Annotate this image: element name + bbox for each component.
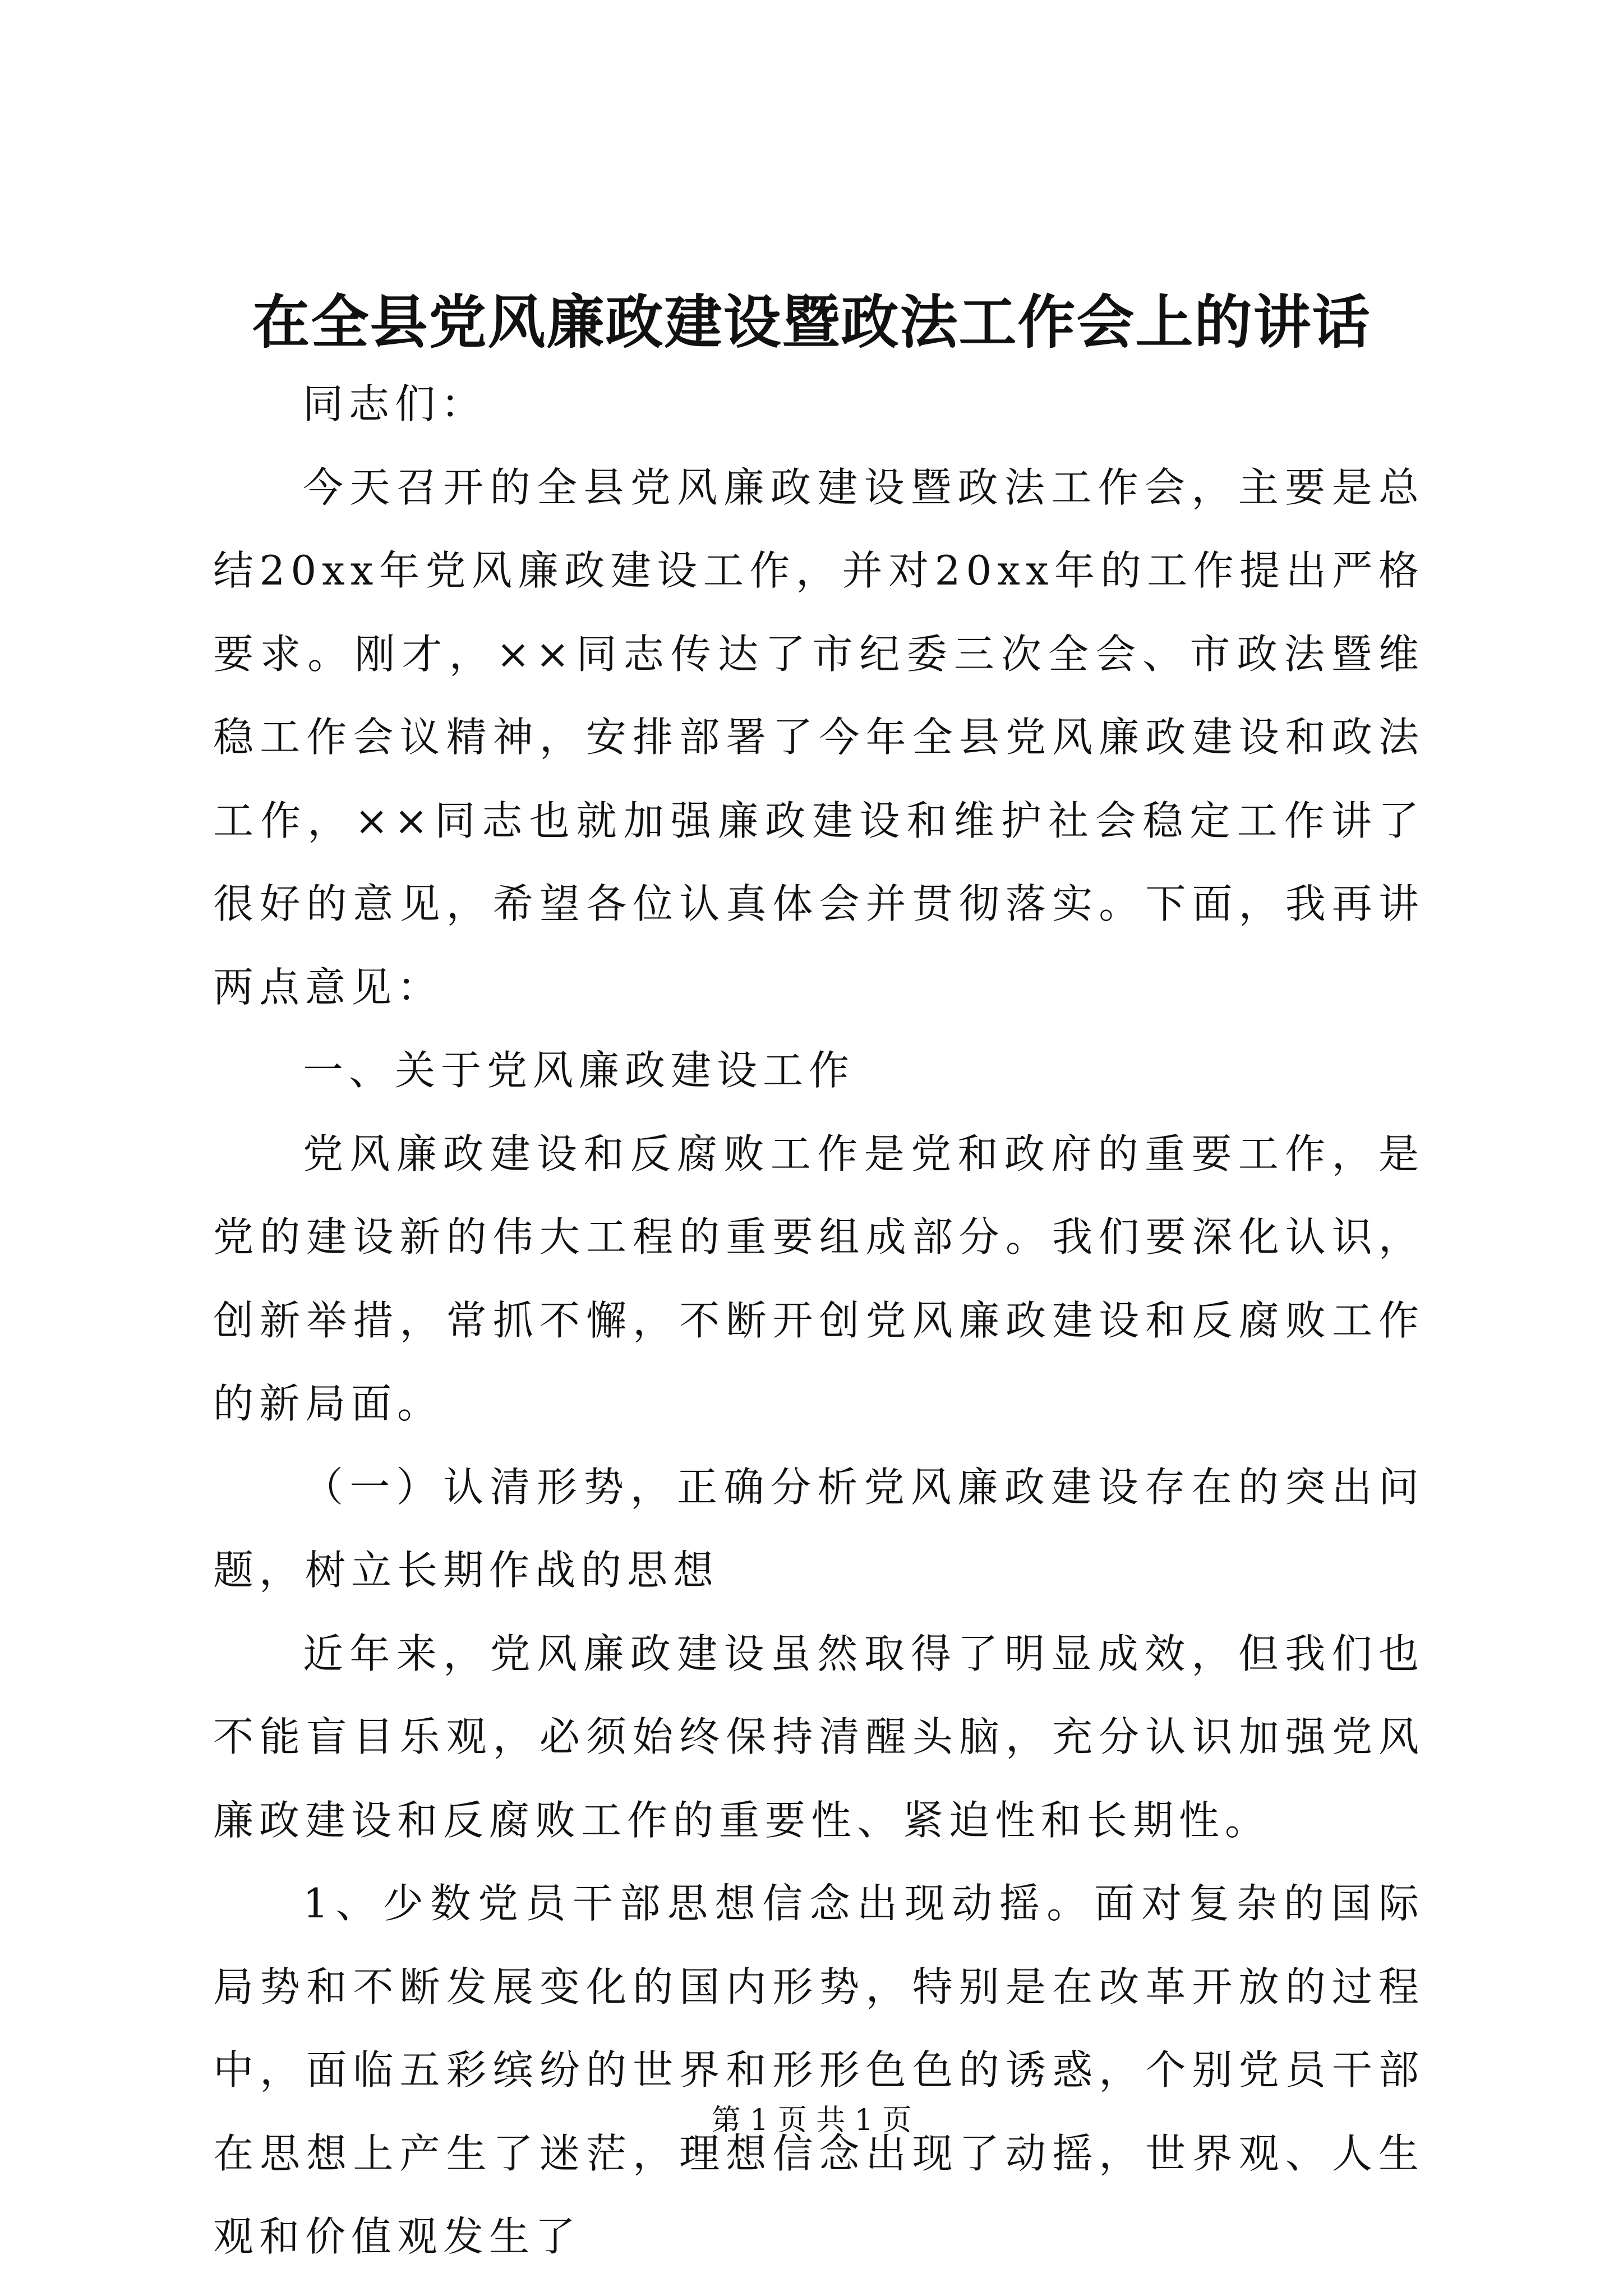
document-body (213, 362, 1424, 2279)
page-footer: 第 1 页 共 1 页 (711, 2104, 912, 2137)
subsection-heading-1: （一）认清形势，正确分析党风廉政建设存在的突出问题，树立长期作战的思想 (213, 1463, 1424, 1594)
paragraph-intro: 今天召开的全县党风廉政建设暨政法工作会，主要是总结20xx年党风廉政建设工作，并对20xx年的工作提出严格要求。刚才，××同志传达了市纪委三次全会、市政法暨维稳工作会议精神，安排部署了今年全县党风廉政建设和政法工作，××同志也就加强廉政建设和维护社会稳定工作讲了很好的意见，希望各位认真体会并贯彻落实。下面，我再讲两点意见： (213, 463, 1424, 1011)
document-title: 在全县党风廉政建设暨政法工作会上的讲话 (252, 288, 1371, 356)
salutation: 同志们： (303, 380, 487, 427)
section-heading-1: 一、关于党风廉政建设工作 (303, 1047, 855, 1094)
paragraph-subsection-1: 近年来，党风廉政建设虽然取得了明显成效，但我们也不能盲目乐观，必须始终保持清醒头脑，充分认识加强党风廉政建设和反腐败工作的重要性、紧迫性和长期性。 (213, 1630, 1424, 1844)
paragraph-section-1: 党风廉政建设和反腐败工作是党和政府的重要工作，是党的建设新的伟大工程的重要组成部分。我们要深化认识，创新举措，常抓不懈，不断开创党风廉政建设和反腐败工作的新局面。 (213, 1130, 1424, 1427)
paragraph-point-1: 1、少数党员干部思想信念出现动摇。面对复杂的国际局势和不断发展变化的国内形势，特别是在改革开放的过程中，面临五彩缤纷的世界和形形色色的诱惑，个别党员干部在思想上产生了迷茫，理想信念出现了动摇，世界观、人生观和价值观发生了 (213, 1880, 1424, 2260)
